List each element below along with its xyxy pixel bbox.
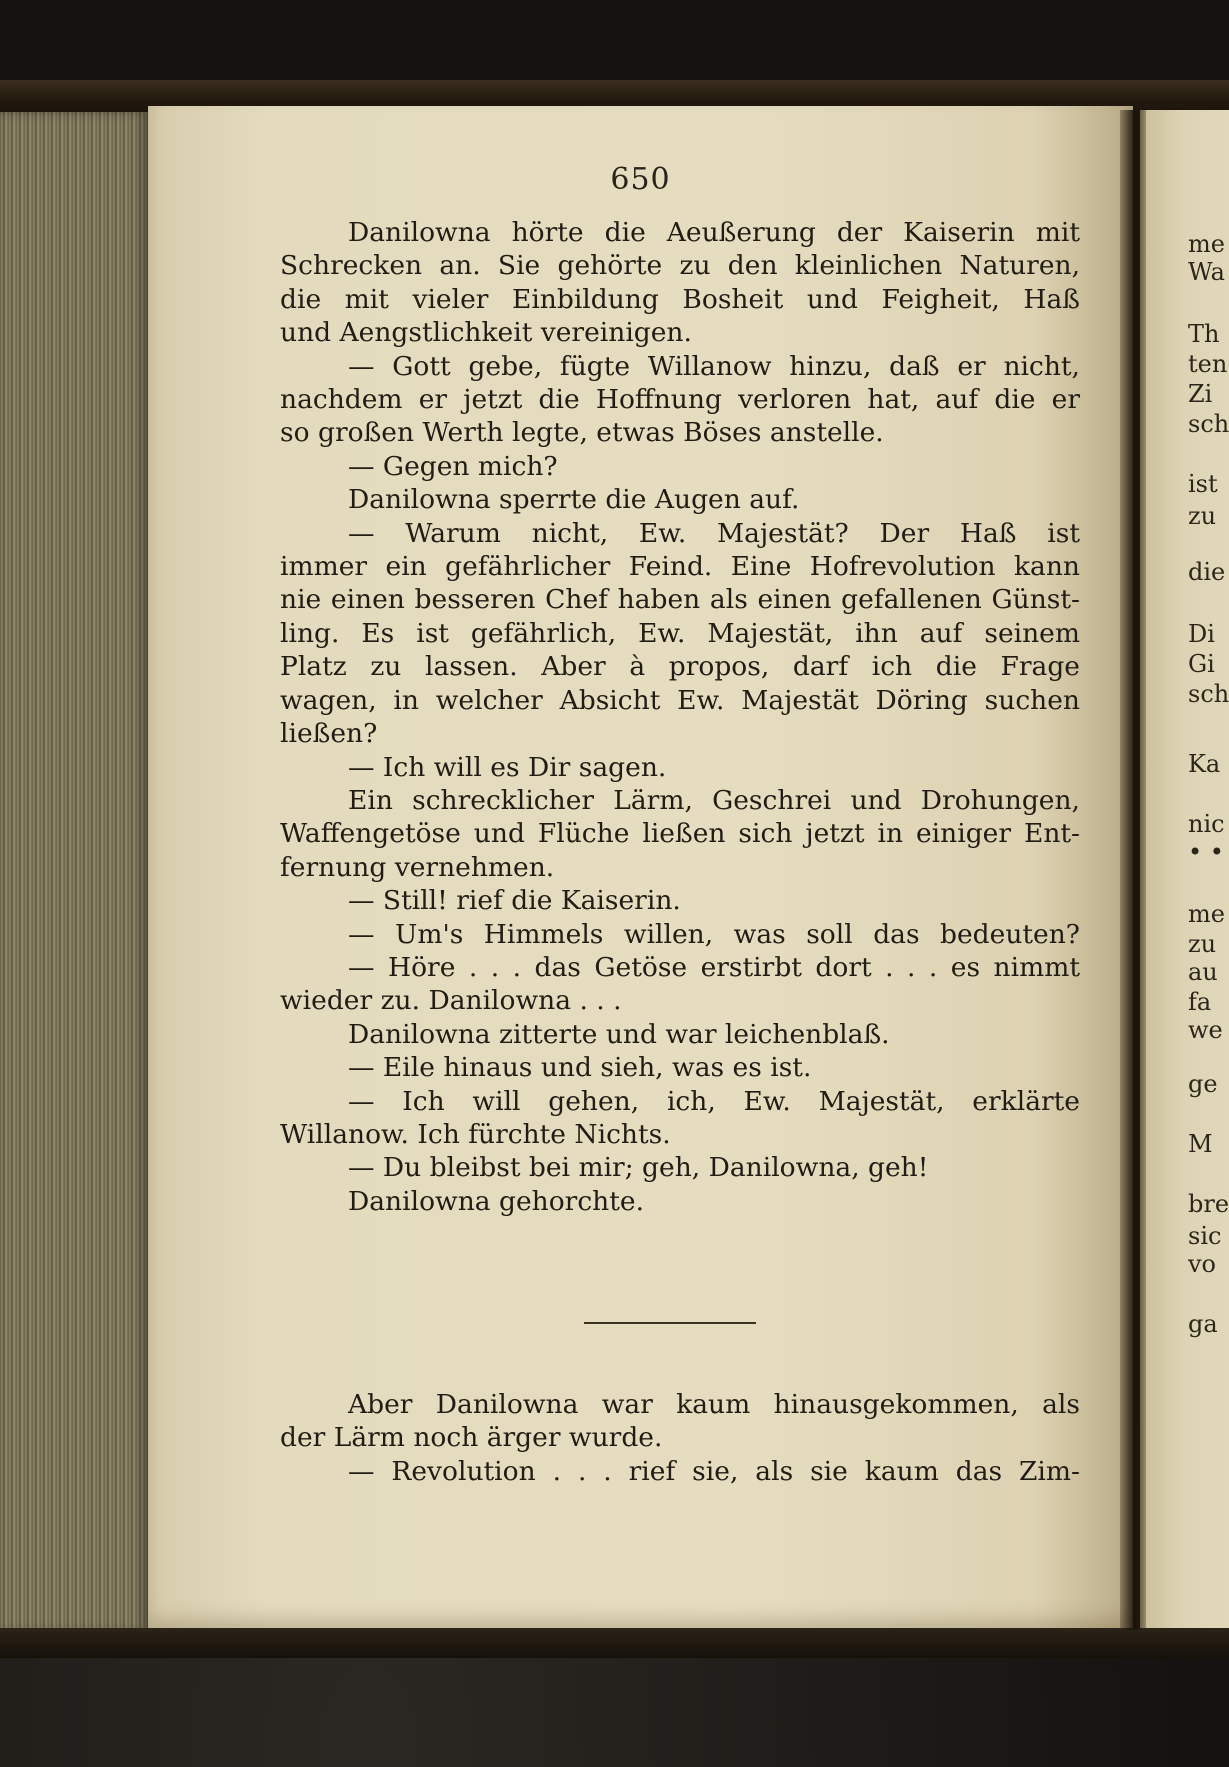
text-line: immer ein gefährlicher Feind. Eine Hofrevolution kann (280, 551, 1080, 583)
text-line: nachdem er jetzt die Hoffnung verloren hat, auf die er (280, 384, 1080, 416)
text-line: — Revolution . . . rief sie, als sie kaum das Zim- (348, 1455, 1080, 1487)
facing-page-fragment: nic (1188, 810, 1225, 838)
facing-page-fragment: ge (1188, 1070, 1218, 1098)
page-number: 650 (610, 162, 671, 197)
facing-page-fragment: Wa (1188, 258, 1225, 286)
text-line: — Ich will es Dir sagen. (348, 751, 667, 783)
facing-page-fragment: Th (1188, 320, 1220, 348)
text-line: Willanow. Ich fürchte Nichts. (280, 1118, 671, 1150)
section-separator (584, 1322, 756, 1324)
page-edges (0, 112, 150, 1632)
facing-page-fragment: we (1188, 1016, 1223, 1044)
text-line: — Gegen mich? (348, 450, 558, 482)
facing-page-fragment: bre (1188, 1190, 1229, 1218)
facing-page-fragment: ga (1188, 1310, 1218, 1338)
facing-page-fragment: ten (1188, 350, 1228, 378)
text-line: nie einen besseren Chef haben als einen gefallenen Günst- (280, 584, 1080, 616)
facing-page-fragment: ist (1188, 470, 1218, 498)
facing-page-fragment: me (1188, 900, 1225, 928)
facing-page-fragment: sch (1188, 680, 1229, 708)
facing-page-fragment: zu (1188, 502, 1217, 530)
facing-page-fragment: vo (1188, 1250, 1217, 1278)
facing-page-fragment: Ka (1188, 750, 1221, 778)
text-line: Schrecken an. Sie gehörte zu den kleinlichen Naturen, (280, 250, 1080, 282)
text-line: Danilowna sperrte die Augen auf. (348, 484, 800, 516)
text-line: und Aengstlichkeit vereinigen. (280, 317, 692, 349)
text-line: fernung vernehmen. (280, 851, 555, 883)
book-cover-bottom (0, 1628, 1229, 1658)
text-line: — Ich will gehen, ich, Ew. Majestät, erklärte (348, 1085, 1080, 1117)
facing-page-fragment: zu (1188, 930, 1217, 958)
text-line: Aber Danilowna war kaum hinausgekommen, als (348, 1389, 1080, 1420)
text-line: Danilowna hörte die Aeußerung der Kaiserin mit (348, 217, 1080, 248)
book-page (148, 106, 1133, 1631)
facing-page-fragment: sch (1188, 410, 1229, 438)
facing-page-fragment: Di (1188, 620, 1215, 648)
facing-page-fragment: • • (1188, 838, 1224, 866)
main-text-block (280, 216, 1080, 1218)
facing-page-fragment: sic (1188, 1222, 1222, 1250)
text-line: Danilowna zitterte und war leichenblaß. (348, 1018, 890, 1050)
text-line: Waffengetöse und Flüche ließen sich jetzt in einiger Ent- (280, 818, 1080, 850)
text-line: die mit vieler Einbildung Bosheit und Feigheit, Haß (280, 283, 1080, 315)
facing-page-fragment: au (1188, 958, 1218, 986)
text-line: der Lärm noch ärger wurde. (280, 1422, 663, 1454)
text-line: wagen, in welcher Absicht Ew. Majestät Döring suchen (280, 684, 1080, 716)
facing-page-fragment: M (1188, 1130, 1213, 1158)
text-line: — Gott gebe, fügte Willanow hinzu, daß er nicht, (348, 350, 1080, 382)
text-line: — Höre . . . das Getöse erstirbt dort . . . es nimmt (348, 951, 1080, 983)
facing-page (1140, 110, 1229, 1630)
facing-page-fragment: fa (1188, 988, 1212, 1016)
text-line: Danilowna gehorchte. (348, 1185, 644, 1217)
text-line: — Du bleibst bei mir; geh, Danilowna, geh! (348, 1152, 929, 1184)
text-line: wieder zu. Danilowna . . . (280, 985, 622, 1017)
book-spine (1120, 110, 1146, 1630)
text-line: — Um's Himmels willen, was soll das bedeuten? (348, 918, 1080, 950)
text-line: ling. Es ist gefährlich, Ew. Majestät, ihn auf seinem (280, 617, 1080, 649)
text-line: — Still! rief die Kaiserin. (348, 885, 681, 917)
second-text-block (280, 1388, 1080, 1488)
text-line: Platz zu lassen. Aber à propos, darf ich die Frage (280, 651, 1080, 683)
text-line: so großen Werth legte, etwas Böses anstelle. (280, 417, 884, 449)
text-line: — Warum nicht, Ew. Majestät? Der Haß ist (348, 517, 1080, 549)
text-line: — Eile hinaus und sieh, was es ist. (348, 1052, 812, 1084)
facing-page-fragment: Zi (1188, 380, 1213, 408)
facing-page-fragment: me (1188, 230, 1225, 258)
text-line: Ein schrecklicher Lärm, Geschrei und Drohungen, (348, 784, 1080, 816)
facing-page-fragment: Gi (1188, 650, 1215, 678)
text-line: ließen? (280, 718, 378, 750)
facing-page-fragment: die (1188, 558, 1226, 586)
